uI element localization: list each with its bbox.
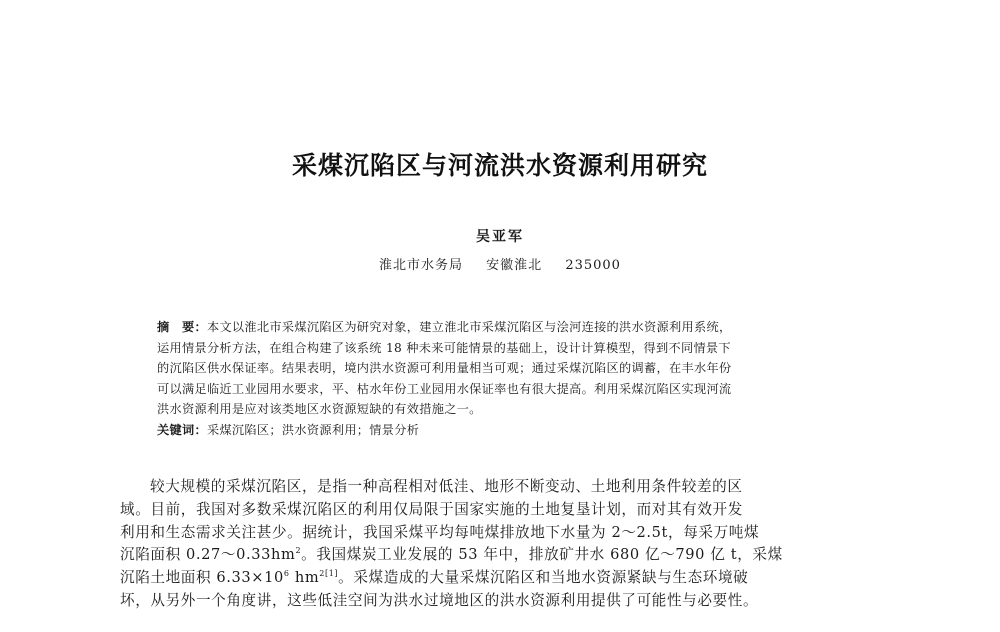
superscript: 2	[295, 546, 302, 556]
abstract-line: 可以满足临近工业园用水要求，平、枯水年份工业园用水保证率也有很大提高。利用采煤沉陷区实现河流	[157, 381, 732, 396]
body-line	[120, 544, 910, 567]
abstract-line: 洪水资源利用是应对该类地区水资源短缺的有效措施之一。	[157, 402, 482, 416]
abstract-block	[157, 317, 877, 440]
body-line	[120, 567, 910, 590]
paper-title: 采煤沉陷区与河流洪水资源利用研究	[291, 151, 708, 180]
body-text-segment: 。我国煤炭工业发展的 53 年中，排放矿井水 680 亿～790 亿 t，采煤	[301, 546, 783, 564]
keywords-line	[157, 420, 877, 441]
abstract-line	[157, 317, 877, 338]
body-text-segment: 沉陷面积 0.27～0.33hm	[120, 546, 296, 564]
abstract-line: 的沉陷区供水保证率。结果表明，境内洪水资源可利用量相当可观；通过采煤沉陷区的调蓄，在丰水年份	[157, 361, 732, 375]
abstract-label: 摘 要：	[157, 320, 207, 334]
abstract-line: 运用情景分析方法，在组合构建了该系统 18 种未来可能情景的基础上，设计计算模型，得到不同情景下	[157, 340, 731, 355]
keywords-text: 采煤沉陷区；洪水资源利用；情景分析	[206, 422, 420, 437]
body-line: 域。目前，我国对多数采煤沉陷区的利用仅局限于国家实施的土地复垦计划，而对其有效开发	[120, 500, 743, 518]
body-text-segment: 。采煤造成的大量采煤沉陷区和当地水资源紧缺与生态环境破	[338, 569, 749, 587]
body-text	[120, 476, 910, 613]
body-text-segment: 沉陷土地面积 6.33×10	[120, 569, 284, 587]
keywords-label: 关键词：	[157, 422, 207, 437]
affiliation	[0, 254, 1000, 273]
affiliation-location: 安徽淮北	[486, 258, 543, 273]
affiliation-postcode: 235000	[565, 258, 621, 273]
body-line: 利用和生态需求关注甚少。据统计，我国采煤平均每吨煤排放地下水量为 2～2.5t，每采万吨煤	[120, 523, 760, 541]
body-line: 较大规模的采煤沉陷区，是指一种高程相对低洼、地形不断变动、土地利用条件较差的区	[150, 478, 743, 495]
superscript: 6	[283, 569, 290, 579]
abstract-text: 本文以淮北市采煤沉陷区为研究对象，建立淮北市采煤沉陷区与浍河连接的洪水资源利用系统，	[206, 320, 732, 334]
body-text-segment: hm	[289, 569, 320, 587]
author-name: 吴亚军	[476, 229, 524, 245]
citation-superscript: 2[1]	[319, 569, 339, 579]
affiliation-org: 淮北市水务局	[379, 258, 464, 273]
body-line: 坏，从另外一个角度讲，这些低洼空间为洪水过境地区的洪水资源利用提供了可能性与必要性。	[120, 591, 759, 609]
